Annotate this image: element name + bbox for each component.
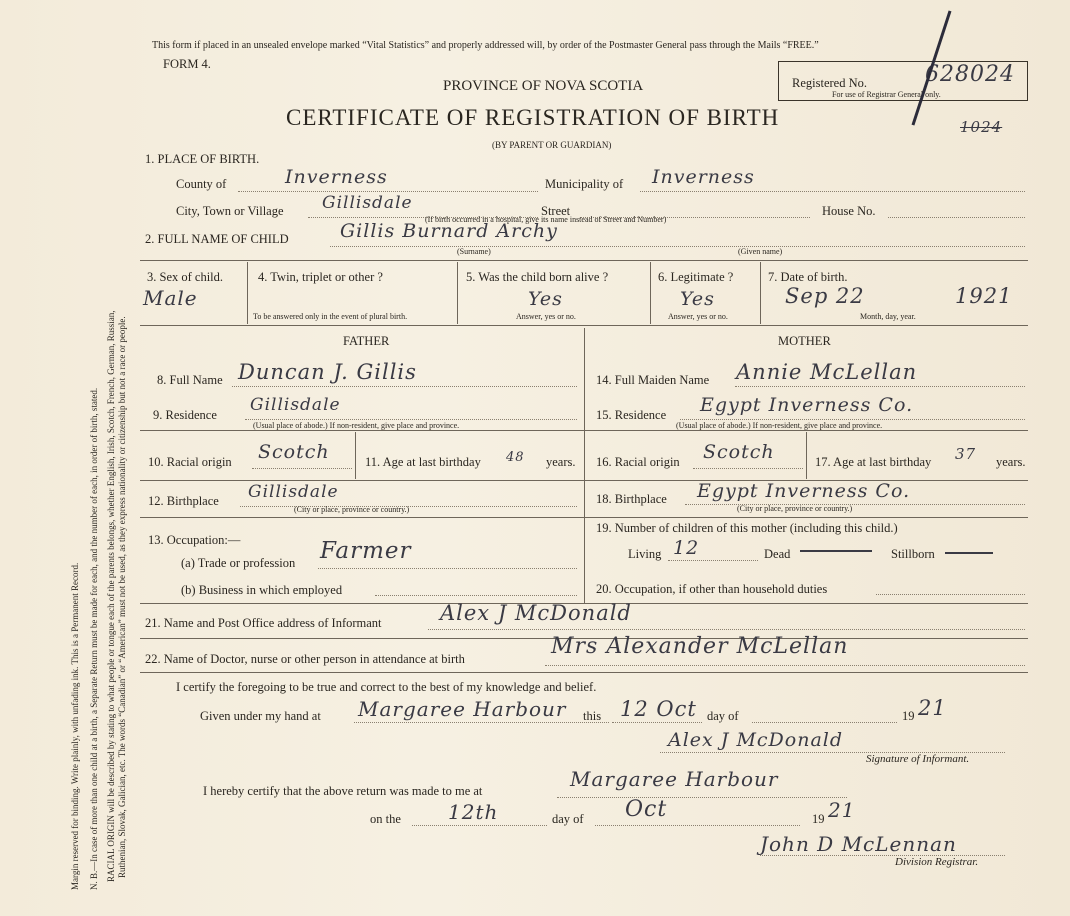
mother-racial-label: 16. Racial origin [596,455,680,469]
mother-name-label: 14. Full Maiden Name [596,373,710,387]
registrar-day-value: 12th [448,800,499,824]
dead-dash [800,550,872,552]
twin-note: To be answered only in the event of plural birth. [253,312,408,321]
mother-heading: MOTHER [778,334,831,348]
given-year-prefix: 19 [902,709,915,723]
informant-label: 21. Name and Post Office address of Informant [145,616,382,630]
mother-birthplace-note: (City or place, province or country.) [737,504,853,513]
mother-age-value: 37 [955,445,977,463]
father-name-label: 8. Full Name [157,373,223,387]
registrar-year-prefix: 19 [812,812,825,826]
father-age-value: 48 [506,450,525,465]
mother-residence-value: Egypt Inverness Co. [700,394,914,416]
alive-label: 5. Was the child born alive ? [466,270,609,284]
stillborn-dash [945,552,993,554]
legitimate-label: 6. Legitimate ? [658,270,734,284]
father-racial-label: 10. Racial origin [148,455,232,469]
mother-racial-value: Scotch [703,441,775,463]
mother-birthplace-label: 18. Birthplace [596,492,667,506]
dob-note: Month, day, year. [860,312,916,321]
mother-age-label: 17. Age at last birthday [815,455,932,469]
child-name-value: Gillis Burnard Archy [340,220,558,242]
trade-value: Farmer [320,538,412,564]
children-count-label: 19. Number of children of this mother (including this child.) [596,521,898,535]
registrar-statement: I hereby certify that the above return was made to me at [203,784,483,798]
municipality-value: Inverness [652,166,755,188]
father-name-value: Duncan J. Gillis [238,360,417,384]
legitimate-value: Yes [680,288,715,310]
mother-residence-label: 15. Residence [596,408,667,422]
father-residence-value: Gillisdale [250,395,341,415]
sex-value: Male [143,286,198,310]
province-heading: PROVINCE OF NOVA SCOTIA [443,78,644,94]
dead-label: Dead [764,547,791,561]
dob-year: 1921 [955,284,1013,308]
given-place-value: Margaree Harbour [358,697,567,721]
business-label: (b) Business in which employed [181,583,343,597]
living-label: Living [628,547,662,561]
father-birthplace-label: 12. Birthplace [148,494,219,508]
municipality-label: Municipality of [545,177,624,191]
page-subtitle: (BY PARENT OR GUARDIAN) [492,140,612,150]
trade-label: (a) Trade or profession [181,556,296,570]
sex-label: 3. Sex of child. [147,270,224,284]
division-registrar-label: Division Registrar. [895,856,979,868]
place-of-birth-label: 1. PLACE OF BIRTH. [145,152,260,166]
struck-number: 1024 [960,118,1003,136]
mother-birthplace-value: Egypt Inverness Co. [697,480,911,502]
house-number-label: House No. [822,204,876,218]
doctor-value: Mrs Alexander McLellan [551,634,849,659]
dob-value: Sep 22 [785,284,865,308]
occupation-label: 13. Occupation:— [148,533,241,547]
surname-note: (Surname) [457,247,491,256]
this-label: this [583,709,602,723]
living-value: 12 [673,537,700,559]
stillborn-label: Stillborn [891,547,935,561]
mother-years-label: years. [996,455,1026,469]
informant-value: Alex J McDonald [440,601,632,625]
side-note-racial: RACIAL ORIGIN will be described by stating to what people or tongue each of the parents belongs, whether English, Irish, Scotch, French, German, Russian, [106,310,116,882]
father-heading: FATHER [343,334,390,348]
mother-name-value: Annie McLellan [736,360,918,384]
dob-label: 7. Date of birth. [768,270,848,284]
given-year-suffix: 21 [918,696,947,720]
father-years-label: years. [546,455,576,469]
registered-label: Registered No. [792,76,867,90]
form-number: FORM 4. [163,57,211,71]
father-residence-note: (Usual place of abode.) If non-resident, give place and province. [253,421,460,430]
given-day-of-label: day of [707,709,739,723]
page-title: CERTIFICATE OF REGISTRATION OF BIRTH [286,105,780,130]
city-label: City, Town or Village [176,204,284,218]
certify-statement: I certify the foregoing to be true and correct to the best of my knowledge and belief. [176,680,597,694]
on-the-label: on the [370,812,401,826]
registrar-place-value: Margaree Harbour [570,767,779,791]
father-age-label: 11. Age at last birthday [365,455,481,469]
alive-value: Yes [528,288,563,310]
father-racial-value: Scotch [258,441,330,463]
given-name-note: (Given name) [738,247,783,256]
registrar-note: For use of Registrar General only. [832,90,941,99]
registrar-month-value: Oct [625,797,668,822]
mother-residence-note: (Usual place of abode.) If non-resident, give place and province. [676,421,883,430]
side-note-nb: N. B.—In case of more than one child at a birth, a Separate Return must be made for each, and the number of each, in order of birth, stated. [89,387,99,890]
doctor-label: 22. Name of Doctor, nurse or other person in attendance at birth [145,652,465,666]
registered-value: 628024 [925,62,1015,87]
registrar-day-of-label: day of [552,812,584,826]
signature-of-informant-label: Signature of Informant. [866,753,970,765]
given-day-value: 12 Oct [620,697,697,721]
county-value: Inverness [285,166,388,188]
given-at-label: Given under my hand at [200,709,321,723]
father-birthplace-value: Gillisdale [248,482,339,502]
hospital-note: (If birth occurred in a hospital, give its name instead of Street and Number) [425,215,667,224]
registrar-signature: John D McLennan [760,832,957,856]
county-label: County of [176,177,227,191]
registrar-year-suffix: 21 [828,798,856,822]
informant-signature: Alex J McDonald [668,729,844,751]
legitimate-note: Answer, yes or no. [668,312,728,321]
side-note-racial-2: Ruthenian, Slovak, Galician, etc. The words “Canadian” or “American” must not be used, as they express nationality or citizenship but not a race or people. [117,316,127,878]
father-birthplace-note: (City or place, province or country.) [294,505,410,514]
twin-label: 4. Twin, triplet or other ? [258,270,383,284]
city-value: Gillisdale [322,193,413,213]
father-residence-label: 9. Residence [153,408,217,422]
mother-occupation-label: 20. Occupation, if other than household duties [596,582,828,596]
mail-notice: This form if placed in an unsealed envelope marked “Vital Statistics” and properly addressed will, by order of the Postmaster General pass through the Mails “FREE.” [152,40,819,51]
alive-note: Answer, yes or no. [516,312,576,321]
child-name-label: 2. FULL NAME OF CHILD [145,232,289,246]
street-label: Street [541,204,571,218]
side-note-margin: Margin reserved for binding. Write plainly, with unfading ink. This is a Permanent Record. [70,562,80,890]
